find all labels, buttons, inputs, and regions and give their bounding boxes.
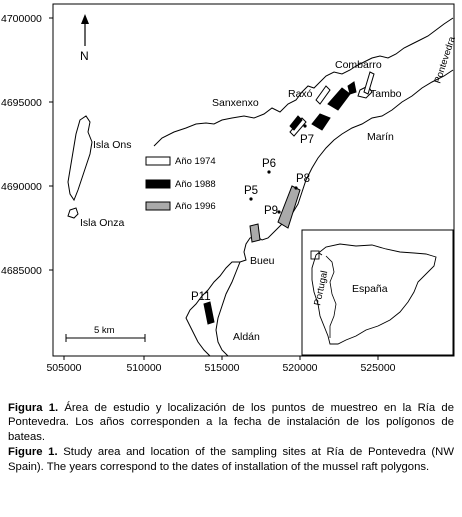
raft-polygon-1974: [316, 86, 330, 104]
inset-map: [302, 230, 453, 355]
raft-polygon-1988: [312, 114, 330, 130]
site-label-p9: P9: [264, 205, 279, 217]
label-isla-onza: Isla Onza: [80, 217, 125, 229]
raft-polygon-1996: [250, 224, 260, 242]
north-label: N: [80, 49, 89, 63]
site-label-p8: P8: [296, 173, 311, 185]
label-aldan: Aldán: [233, 331, 260, 343]
caption-english: [8, 445, 454, 474]
caption-spanish-label: Figura 1.: [8, 402, 59, 414]
legend-label-1974: Año 1974: [175, 156, 216, 167]
figure-caption: [8, 401, 454, 475]
north-arrow: [80, 14, 89, 63]
isla-ons: [68, 116, 92, 200]
site-label-p6: P6: [262, 158, 277, 170]
y-tick-label: 4695000: [1, 97, 42, 109]
label-pontevedra: Pontevedra: [432, 35, 458, 85]
site-marker-p8: [294, 186, 297, 189]
caption-english-text: Study area and location of the sampling sites at Ría de Pontevedra (NW Spain). The years correspond to the dates of installation of the mussel raft polygons.: [8, 446, 454, 473]
site-marker-p11: [209, 318, 212, 321]
isla-onza: [68, 208, 78, 218]
caption-english-label: Figure 1.: [8, 446, 58, 459]
x-axis: [46, 356, 395, 374]
label-isla-ons: Isla Ons: [93, 139, 132, 151]
legend-label-1988: Año 1988: [175, 179, 216, 190]
x-tick-label: 510000: [126, 362, 162, 374]
site-marker-p6: [267, 170, 270, 173]
label-marin: Marín: [367, 131, 394, 143]
site-label-p5: P5: [244, 185, 259, 197]
label-bueu: Bueu: [250, 255, 275, 267]
label-sanxenxo: Sanxenxo: [212, 97, 259, 109]
y-tick-label: 4700000: [1, 13, 42, 25]
x-tick-label: 525000: [360, 362, 396, 374]
x-tick-label: 505000: [46, 362, 82, 374]
y-tick-label: 4690000: [1, 181, 42, 193]
legend-swatch-1974: [146, 157, 170, 165]
label-combarro: Combarro: [335, 59, 382, 71]
x-tick-label: 515000: [204, 362, 240, 374]
inset-label-portugal: Portugal: [312, 269, 331, 307]
label-raxo: Raxó: [288, 88, 313, 100]
inset-label-espana: España: [352, 283, 388, 295]
north-coastline: [154, 18, 453, 146]
x-tick-label: 520000: [282, 362, 318, 374]
site-label-p11: P11: [191, 291, 211, 303]
caption-spanish-text: Área de estudio y localización de los puntos de muestreo en la Ría de Pontevedra. Los años corresponden a la fecha de instalación de los polígonos de bateas.: [8, 402, 454, 443]
legend: [146, 156, 216, 212]
legend-swatch-1988: [146, 180, 170, 188]
raft-polygon-1988: [328, 88, 350, 110]
scale-bar: [66, 325, 145, 342]
site-marker-p7: [303, 124, 306, 127]
caption-spanish: [8, 401, 454, 444]
legend-label-1996: Año 1996: [175, 201, 216, 212]
raft-polygon-1988: [348, 82, 356, 94]
site-marker-p5: [249, 197, 252, 200]
y-tick-label: 4685000: [1, 265, 42, 277]
legend-swatch-1996: [146, 202, 170, 210]
site-label-p7: P7: [300, 134, 315, 146]
scale-label: 5 km: [94, 325, 115, 336]
y-axis: [1, 13, 53, 277]
raft-polygon-1988: [204, 302, 214, 324]
sampling-points: [209, 124, 306, 321]
label-tambo: Tambo: [370, 88, 402, 100]
